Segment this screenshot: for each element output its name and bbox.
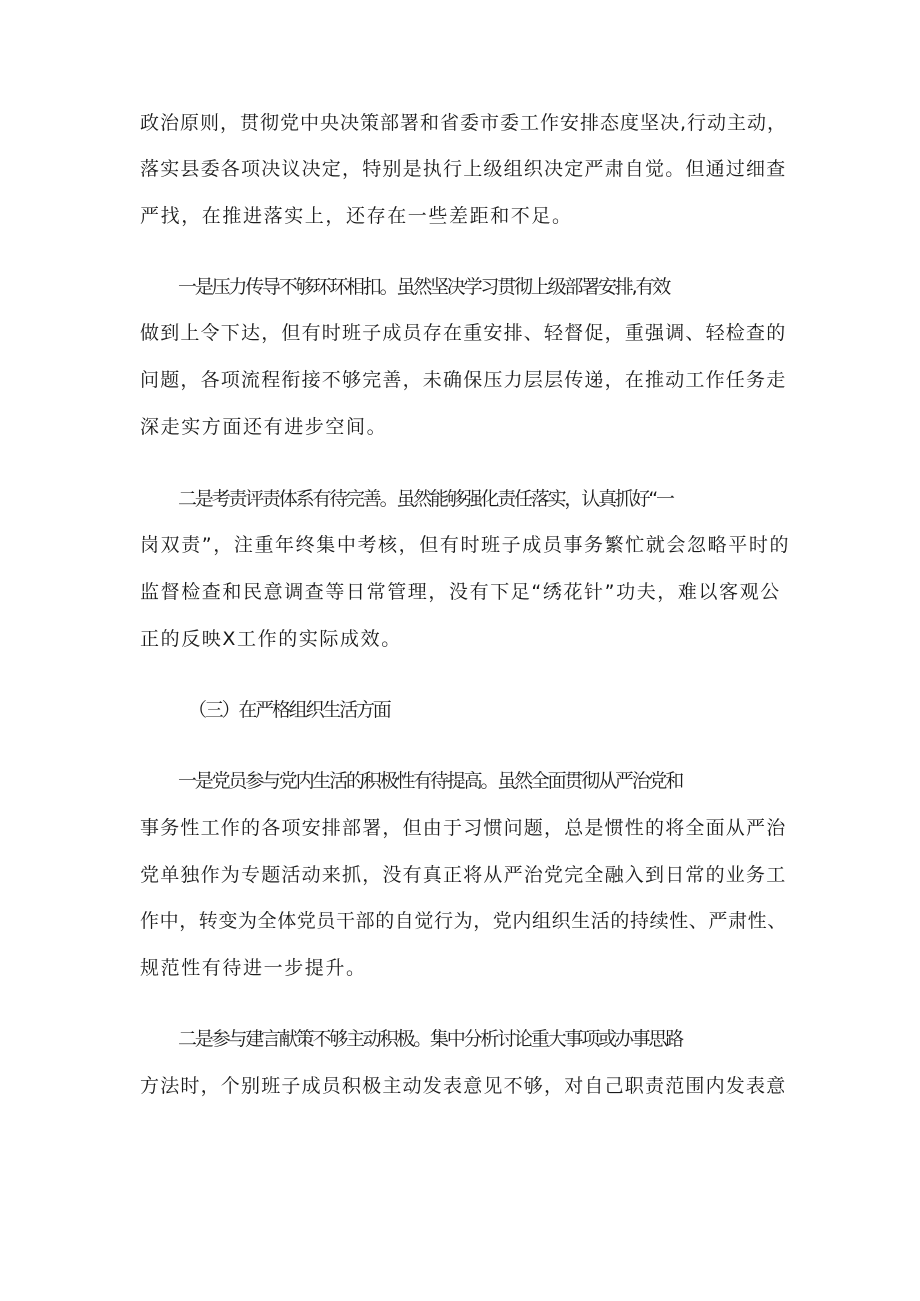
text-line: 政治原则，贯彻党中央决策部署和省委市委工作安排态度坚决,行动主动， (140, 112, 788, 134)
text-line: 一是压力传导不够环环相扣。虽然坚决学习贯彻上级部署安排,有效 (178, 276, 670, 298)
heading-text: （三）在严格组织生活方面 (188, 699, 390, 721)
text-line: 方法时，个别班子成员积极主动发表意见不够，对自己职责范围内发表意 (140, 1075, 787, 1097)
text-line: 作中，转变为全体党员干部的自觉行为，党内组织生活的持续性、严肃性、 (140, 910, 787, 932)
text-line: 深走实方面还有进步空间。 (140, 416, 388, 438)
text-line: 正的反映X工作的实际成效。 (140, 628, 402, 650)
text-line: 一是党员参与党内生活的积极性有待提高。虽然全面贯彻从严治党和 (178, 770, 683, 792)
text-line: 监督检查和民意调查等日常管理，没有下足“绣花针”功夫，难以客观公 (140, 581, 781, 603)
text-line: 事务性工作的各项安排部署，但由于习惯问题，总是惯性的将全面从严治 (140, 817, 787, 839)
text-line: 岗双责”，注重年终集中考核，但有时班子成员事务繁忙就会忽略平时的 (140, 534, 791, 556)
text-line: 二是考责评责体系有待完善。虽然能够强化责任落实，认真抓好“一 (178, 488, 673, 510)
text-line: 落实县委各项决议决定，特别是执行上级组织决定严肃自觉。但通过细查 (140, 158, 787, 180)
text-line: 严找，在推进落实上，还存在一些差距和不足。 (140, 205, 573, 227)
text-line: 党单独作为专题活动来抓，没有真正将从严治党完全融入到日常的业务工 (140, 864, 787, 886)
text-line: 规范性有待进一步提升。 (140, 957, 367, 979)
text-line: 问题，各项流程衔接不够完善，未确保压力层层传递，在推动工作任务走 (140, 369, 787, 391)
text-line: 做到上令下达，但有时班子成员存在重安排、轻督促，重强调、轻检查的 (140, 322, 787, 344)
text-line: 二是参与建言献策不够主动积极。集中分析讨论重大事项或办事思路 (178, 1028, 683, 1050)
